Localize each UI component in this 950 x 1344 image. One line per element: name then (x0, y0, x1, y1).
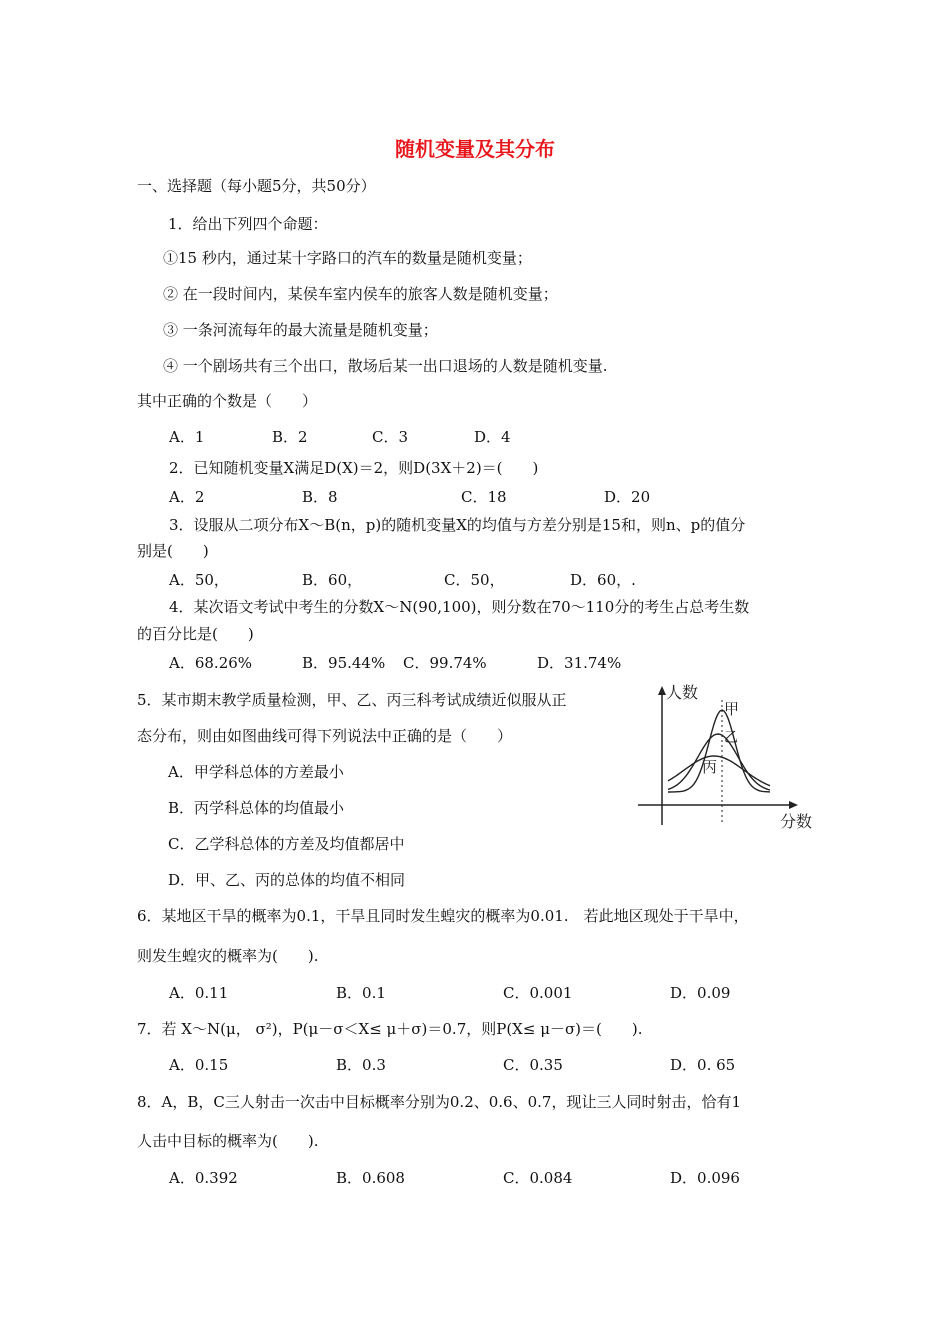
question-7-option-a: A．0.15 (169, 1056, 229, 1074)
question-6-option-d: D．0.09 (670, 984, 731, 1002)
question-5-option-b: B．丙学科总体的均值最小 (168, 799, 345, 817)
question-3-stem-cont: 别是( ) (137, 542, 209, 560)
question-1-item: ③ 一条河流每年的最大流量是随机变量； (163, 321, 438, 339)
curve-label-jia: 甲 (724, 700, 740, 718)
curve-label-bing: 丙 (702, 758, 718, 776)
question-3-option-c: C．50， (444, 571, 505, 589)
question-7-option-c: C．0.35 (503, 1056, 563, 1074)
x-axis-label: 分数 (780, 812, 813, 830)
question-1-option-d: D．4 (474, 428, 511, 446)
question-4-stem: 4．某次语文考试中考生的分数X～N(90,100)，则分数在70～110分的考生占总考生数 (169, 598, 750, 616)
question-1-option-b: B．2 (272, 428, 308, 446)
question-8-option-c: C．0.084 (503, 1169, 573, 1187)
question-5-stem-cont: 态分布，则由如图曲线可得下列说法中正确的是（ ） (137, 727, 513, 745)
question-7-stem: 7．若 X～N(μ， σ²)，P(μ－σ＜X≤ μ＋σ)＝0.7，则P(X≤ μ－σ)＝( ). (137, 1020, 643, 1038)
question-1-option-a: A．1 (169, 428, 205, 446)
question-4-option-c: C．99.74% (403, 654, 487, 672)
question-5-option-c: C．乙学科总体的方差及均值都居中 (168, 835, 405, 853)
curve-yi (668, 734, 770, 790)
question-2-option-d: D．20 (604, 488, 651, 506)
question-6-option-c: C．0.001 (503, 984, 573, 1002)
curve-label-yi: 乙 (724, 730, 738, 746)
question-7-option-b: B．0.3 (336, 1056, 386, 1074)
question-1-stem: 1．给出下列四个命题： (168, 215, 328, 233)
question-4-stem-cont: 的百分比是( ) (137, 625, 254, 643)
question-7-option-d: D．0. 65 (670, 1056, 736, 1074)
question-2-stem: 2．已知随机变量X满足D(X)＝2，则D(3X＋2)＝( ) (169, 459, 539, 477)
question-8-stem-cont: 人击中目标的概率为( ). (137, 1132, 319, 1150)
question-5-option-a: A．甲学科总体的方差最小 (168, 763, 344, 781)
question-5-stem: 5．某市期末教学质量检测，甲、乙、丙三科考试成绩近似服从正 (137, 691, 567, 709)
question-5-option-d: D．甲、乙、丙的总体的均值不相同 (168, 871, 406, 889)
question-1-ask: 其中正确的个数是（ ） (137, 392, 318, 410)
question-3-stem: 3．设服从二项分布X～B(n，p)的随机变量X的均值与方差分别是15和，则n、p的值分 (169, 516, 746, 534)
question-8-option-d: D．0.096 (670, 1169, 740, 1187)
question-6-option-a: A．0.11 (169, 984, 229, 1002)
y-axis-label: 人数 (666, 683, 699, 702)
question-8-stem: 8．A，B，C三人射击一次击中目标概率分别为0.2、0.6、0.7，现让三人同时射击，恰有1 (137, 1093, 741, 1111)
question-3-option-b: B．60， (302, 571, 363, 589)
question-3-option-a: A．50， (169, 571, 229, 589)
question-2-option-a: A．2 (169, 488, 205, 506)
question-1-item: ④ 一个剧场共有三个出口，散场后某一出口退场的人数是随机变量. (163, 357, 608, 375)
question-6-stem: 6．某地区干旱的概率为0.1，干旱且同时发生蝗灾的概率为0.01. 若此地区现处于干旱中， (137, 907, 749, 925)
question-4-option-a: A．68.26% (169, 654, 253, 672)
y-axis-arrow-icon (658, 686, 666, 695)
question-4-option-d: D．31.74% (537, 654, 622, 672)
question-4-option-b: B．95.44% (302, 654, 386, 672)
page-title: 随机变量及其分布 (395, 137, 555, 161)
question-2-option-b: B．8 (302, 488, 338, 506)
question-8-option-b: B．0.608 (336, 1169, 405, 1187)
question-6-option-b: B．0.1 (336, 984, 386, 1002)
question-2-option-c: C．18 (461, 488, 507, 506)
question-6-stem-cont: 则发生蝗灾的概率为( ). (137, 947, 319, 965)
question-3-option-d: D．60，. (570, 571, 636, 589)
x-axis-arrow-icon (789, 801, 798, 809)
question-8-option-a: A．0.392 (169, 1169, 238, 1187)
normal-distribution-figure (630, 680, 820, 830)
question-1-item: ② 在一段时间内，某侯车室内侯车的旅客人数是随机变量； (163, 285, 558, 303)
question-1-option-c: C．3 (372, 428, 409, 446)
question-1-item: ①15 秒内，通过某十字路口的汽车的数量是随机变量； (163, 249, 532, 267)
section-heading: 一、选择题（每小题5分，共50分） (137, 177, 376, 195)
